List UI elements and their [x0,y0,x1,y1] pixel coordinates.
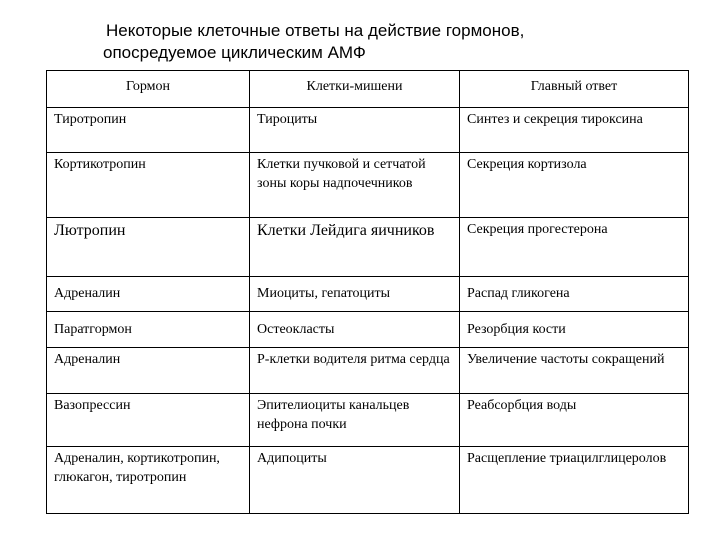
cell-main-response: Увеличение частоты сокращений [460,348,689,394]
cell-target-cells: Клетки Лейдига яичников [250,218,460,277]
cell-main-response: Резорбция кости [460,312,689,348]
table-row [47,394,689,447]
cell-hormone: Вазопрессин [47,394,250,447]
cell-main-response: Расщепление триацилглицеролов [460,447,689,514]
cell-main-response: Реабсорбция воды [460,394,689,447]
table-row [47,277,689,312]
cell-target-cells: Тироциты [250,108,460,153]
cell-target-cells: Остеокласты [250,312,460,348]
table-row [47,312,689,348]
column-header-target-cells: Клетки-мишени [250,71,460,108]
column-header-hormone: Гормон [47,71,250,108]
cell-main-response: Синтез и секреция тироксина [460,108,689,153]
cell-hormone: Адреналин [47,348,250,394]
hormone-response-table [46,70,689,514]
table-row [47,447,689,514]
table-row [47,153,689,218]
cell-target-cells: Клетки пучковой и сетчатой зоны коры надпочечников [250,153,460,218]
cell-hormone: Лютропин [47,218,250,277]
page-title [103,20,706,64]
title-line-2: опосредуемое циклическим АМФ [103,43,366,62]
cell-target-cells: Эпителиоциты канальцев нефрона почки [250,394,460,447]
cell-hormone: Кортикотропин [47,153,250,218]
cell-main-response: Секреция прогестерона [460,218,689,277]
cell-hormone: Адреналин [47,277,250,312]
table-row [47,348,689,394]
column-header-main-response: Главный ответ [460,71,689,108]
table-header-row [47,71,689,108]
cell-hormone: Тиротропин [47,108,250,153]
cell-main-response: Распад гликогена [460,277,689,312]
cell-target-cells: Адипоциты [250,447,460,514]
cell-hormone: Паратгормон [47,312,250,348]
title-line-1: Некоторые клеточные ответы на действие гормонов, [106,21,525,40]
cell-main-response: Секреция кортизола [460,153,689,218]
cell-target-cells: Миоциты, гепатоциты [250,277,460,312]
table-row [47,218,689,277]
cell-hormone: Адреналин, кортикотропин, глюкагон, тиротропин [47,447,250,514]
table-row [47,108,689,153]
cell-target-cells: Р-клетки водителя ритма сердца [250,348,460,394]
